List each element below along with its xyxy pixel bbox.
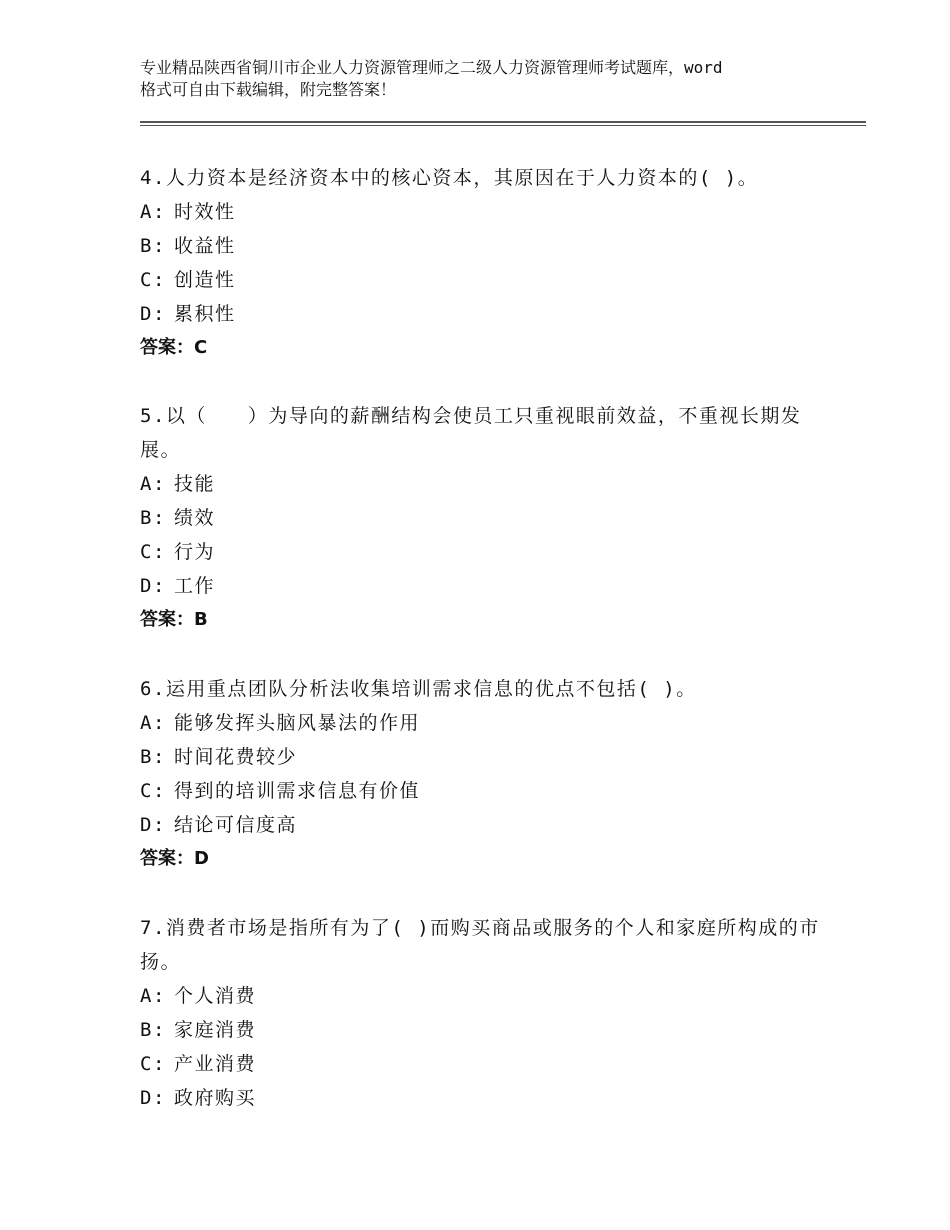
answer-line — [140, 331, 820, 365]
option-c — [140, 535, 820, 569]
option-letter: C: — [140, 780, 166, 802]
option-text: 累积性 — [174, 303, 236, 325]
option-letter: D: — [140, 303, 166, 325]
option-letter: B: — [140, 1019, 166, 1041]
header-line-2: 格式可自由下载编辑，附完整答案！ — [140, 80, 397, 99]
option-a — [140, 467, 820, 501]
option-text: 收益性 — [174, 235, 236, 257]
question-4 — [140, 161, 820, 365]
option-d — [140, 1081, 820, 1115]
option-text: 行为 — [174, 541, 216, 563]
option-letter: B: — [140, 235, 166, 257]
option-letter: A: — [140, 201, 166, 223]
question-6 — [140, 672, 820, 876]
option-text: 工作 — [174, 575, 216, 597]
option-letter: A: — [140, 985, 166, 1007]
option-text: 时间花费较少 — [174, 746, 298, 768]
option-text: 技能 — [174, 473, 216, 495]
option-text: 时效性 — [174, 201, 236, 223]
question-text: 5.以（ ）为导向的薪酬结构会使员工只重视眼前效益，不重视长期发展。 — [140, 405, 802, 461]
option-d — [140, 569, 820, 603]
option-letter: B: — [140, 507, 166, 529]
option-c — [140, 263, 820, 297]
question-text: 6.运用重点团队分析法收集培训需求信息的优点不包括( )。 — [140, 678, 697, 700]
header-divider-thick — [140, 121, 866, 123]
question-text: 4.人力资本是经济资本中的核心资本，其原因在于人力资本的( )。 — [140, 167, 759, 189]
option-text: 能够发挥头脑风暴法的作用 — [174, 712, 421, 734]
header-divider-thin — [140, 125, 866, 126]
option-letter: D: — [140, 814, 166, 836]
answer-label: 答案： — [140, 337, 194, 358]
header-line-1: 专业精品陕西省铜川市企业人力资源管理师之二级人力资源管理师考试题库，word — [140, 58, 723, 77]
option-b — [140, 1013, 820, 1047]
answer-label: 答案： — [140, 609, 194, 630]
question-5 — [140, 399, 820, 637]
option-text: 政府购买 — [174, 1087, 257, 1109]
option-a — [140, 706, 820, 740]
answer-label: 答案： — [140, 848, 194, 869]
answer-line — [140, 603, 820, 637]
option-c — [140, 1047, 820, 1081]
option-text: 产业消费 — [174, 1053, 257, 1075]
option-letter: A: — [140, 473, 166, 495]
option-d — [140, 808, 820, 842]
answer-value: B — [194, 609, 208, 630]
option-text: 得到的培训需求信息有价值 — [174, 780, 421, 802]
option-letter: C: — [140, 269, 166, 291]
option-letter: D: — [140, 1087, 166, 1109]
answer-line — [140, 842, 820, 876]
option-letter: D: — [140, 575, 166, 597]
option-a — [140, 195, 820, 229]
option-letter: A: — [140, 712, 166, 734]
option-b — [140, 740, 820, 774]
option-text: 绩效 — [174, 507, 216, 529]
option-letter: C: — [140, 541, 166, 563]
option-b — [140, 501, 820, 535]
question-text: 7.消费者市场是指所有为了( )而购买商品或服务的个人和家庭所构成的市扬。 — [140, 917, 820, 973]
option-a — [140, 979, 820, 1013]
answer-value: C — [194, 337, 208, 358]
option-text: 家庭消费 — [174, 1019, 257, 1041]
question-7 — [140, 911, 820, 1115]
option-text: 结论可信度高 — [174, 814, 298, 836]
option-text: 个人消费 — [174, 985, 257, 1007]
option-b — [140, 229, 820, 263]
option-letter: B: — [140, 746, 166, 768]
option-c — [140, 774, 820, 808]
option-text: 创造性 — [174, 269, 236, 291]
document-header — [140, 57, 840, 101]
option-letter: C: — [140, 1053, 166, 1075]
answer-value: D — [194, 848, 209, 869]
option-d — [140, 297, 820, 331]
